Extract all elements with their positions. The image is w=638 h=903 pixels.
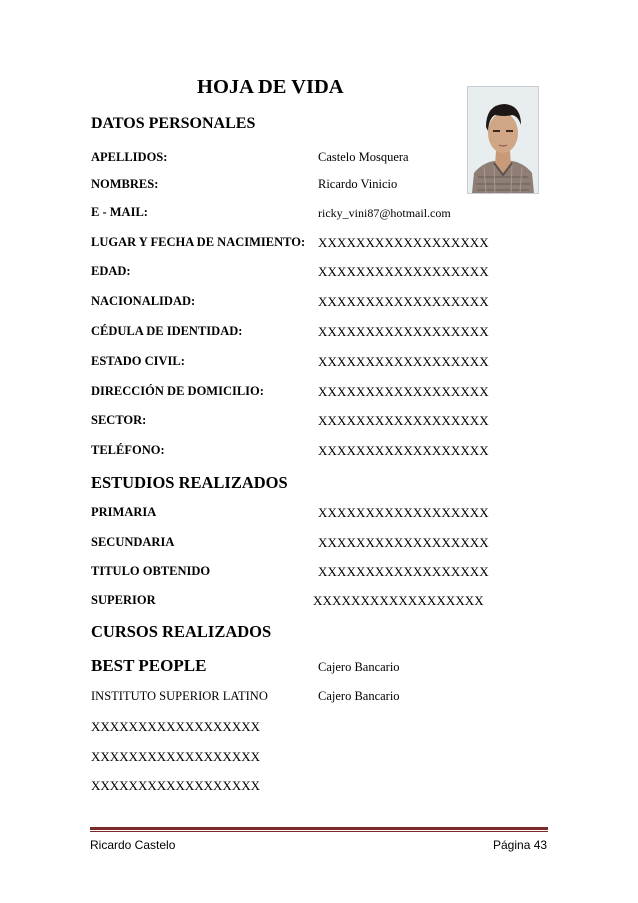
label-lugar-fecha-nacimiento: LUGAR Y FECHA DE NACIMIENTO: — [91, 235, 306, 249]
value-nacionalidad: XXXXXXXXXXXXXXXXXX — [318, 294, 489, 309]
value-titulo-obtenido: XXXXXXXXXXXXXXXXXX — [318, 564, 489, 579]
section-title-personal: DATOS PERSONALES — [91, 115, 256, 132]
value-primaria: XXXXXXXXXXXXXXXXXX — [318, 505, 489, 520]
value-email: ricky_vini87@hotmail.com — [318, 206, 451, 220]
label-direccion: DIRECCIÓN DE DOMICILIO: — [91, 384, 264, 398]
portrait-image — [468, 87, 538, 193]
footer-author: Ricardo Castelo — [90, 838, 176, 852]
section-title-courses: CURSOS REALIZADOS — [91, 622, 272, 641]
profile-photo — [467, 86, 539, 194]
course-extra-line: XXXXXXXXXXXXXXXXXX — [91, 749, 260, 764]
value-telefono: XXXXXXXXXXXXXXXXXX — [318, 443, 489, 458]
footer-page-number: Página 43 — [493, 838, 548, 852]
value-superior: XXXXXXXXXXXXXXXXXX — [313, 593, 484, 608]
label-estado-civil: ESTADO CIVIL: — [91, 354, 185, 368]
label-primaria: PRIMARIA — [91, 505, 157, 519]
course-extra-line: XXXXXXXXXXXXXXXXXX — [91, 778, 260, 793]
footer-rule-thick — [90, 827, 548, 830]
course-value-best-people: Cajero Bancario — [318, 660, 400, 674]
label-cedula: CÉDULA DE IDENTIDAD: — [91, 324, 243, 338]
label-secundaria: SECUNDARIA — [91, 535, 175, 549]
value-cedula: XXXXXXXXXXXXXXXXXX — [318, 324, 489, 339]
value-lugar-fecha-nacimiento: XXXXXXXXXXXXXXXXXX — [318, 235, 489, 250]
label-nombres: NOMBRES: — [91, 177, 159, 191]
label-telefono: TELÉFONO: — [91, 443, 165, 457]
value-estado-civil: XXXXXXXXXXXXXXXXXX — [318, 354, 489, 369]
value-secundaria: XXXXXXXXXXXXXXXXXX — [318, 535, 489, 550]
course-extra-line: XXXXXXXXXXXXXXXXXX — [91, 719, 260, 734]
label-nacionalidad: NACIONALIDAD: — [91, 294, 196, 308]
label-email: E - MAIL: — [91, 205, 148, 219]
label-titulo-obtenido: TITULO OBTENIDO — [91, 564, 211, 578]
label-edad: EDAD: — [91, 264, 131, 278]
label-sector: SECTOR: — [91, 413, 147, 427]
label-apellidos: APELLIDOS: — [91, 150, 168, 164]
course-name-instituto: INSTITUTO SUPERIOR LATINO — [91, 689, 268, 703]
footer-rule-thin — [90, 831, 548, 832]
label-superior: SUPERIOR — [91, 593, 156, 607]
section-title-studies: ESTUDIOS REALIZADOS — [91, 473, 288, 492]
course-name-best-people: BEST PEOPLE — [91, 656, 207, 675]
value-apellidos: Castelo Mosquera — [318, 150, 409, 164]
course-value-instituto: Cajero Bancario — [318, 689, 400, 703]
document-title: HOJA DE VIDA — [197, 76, 344, 98]
value-direccion: XXXXXXXXXXXXXXXXXX — [318, 384, 489, 399]
value-edad: XXXXXXXXXXXXXXXXXX — [318, 264, 489, 279]
value-sector: XXXXXXXXXXXXXXXXXX — [318, 413, 489, 428]
value-nombres: Ricardo Vinicio — [318, 177, 398, 191]
